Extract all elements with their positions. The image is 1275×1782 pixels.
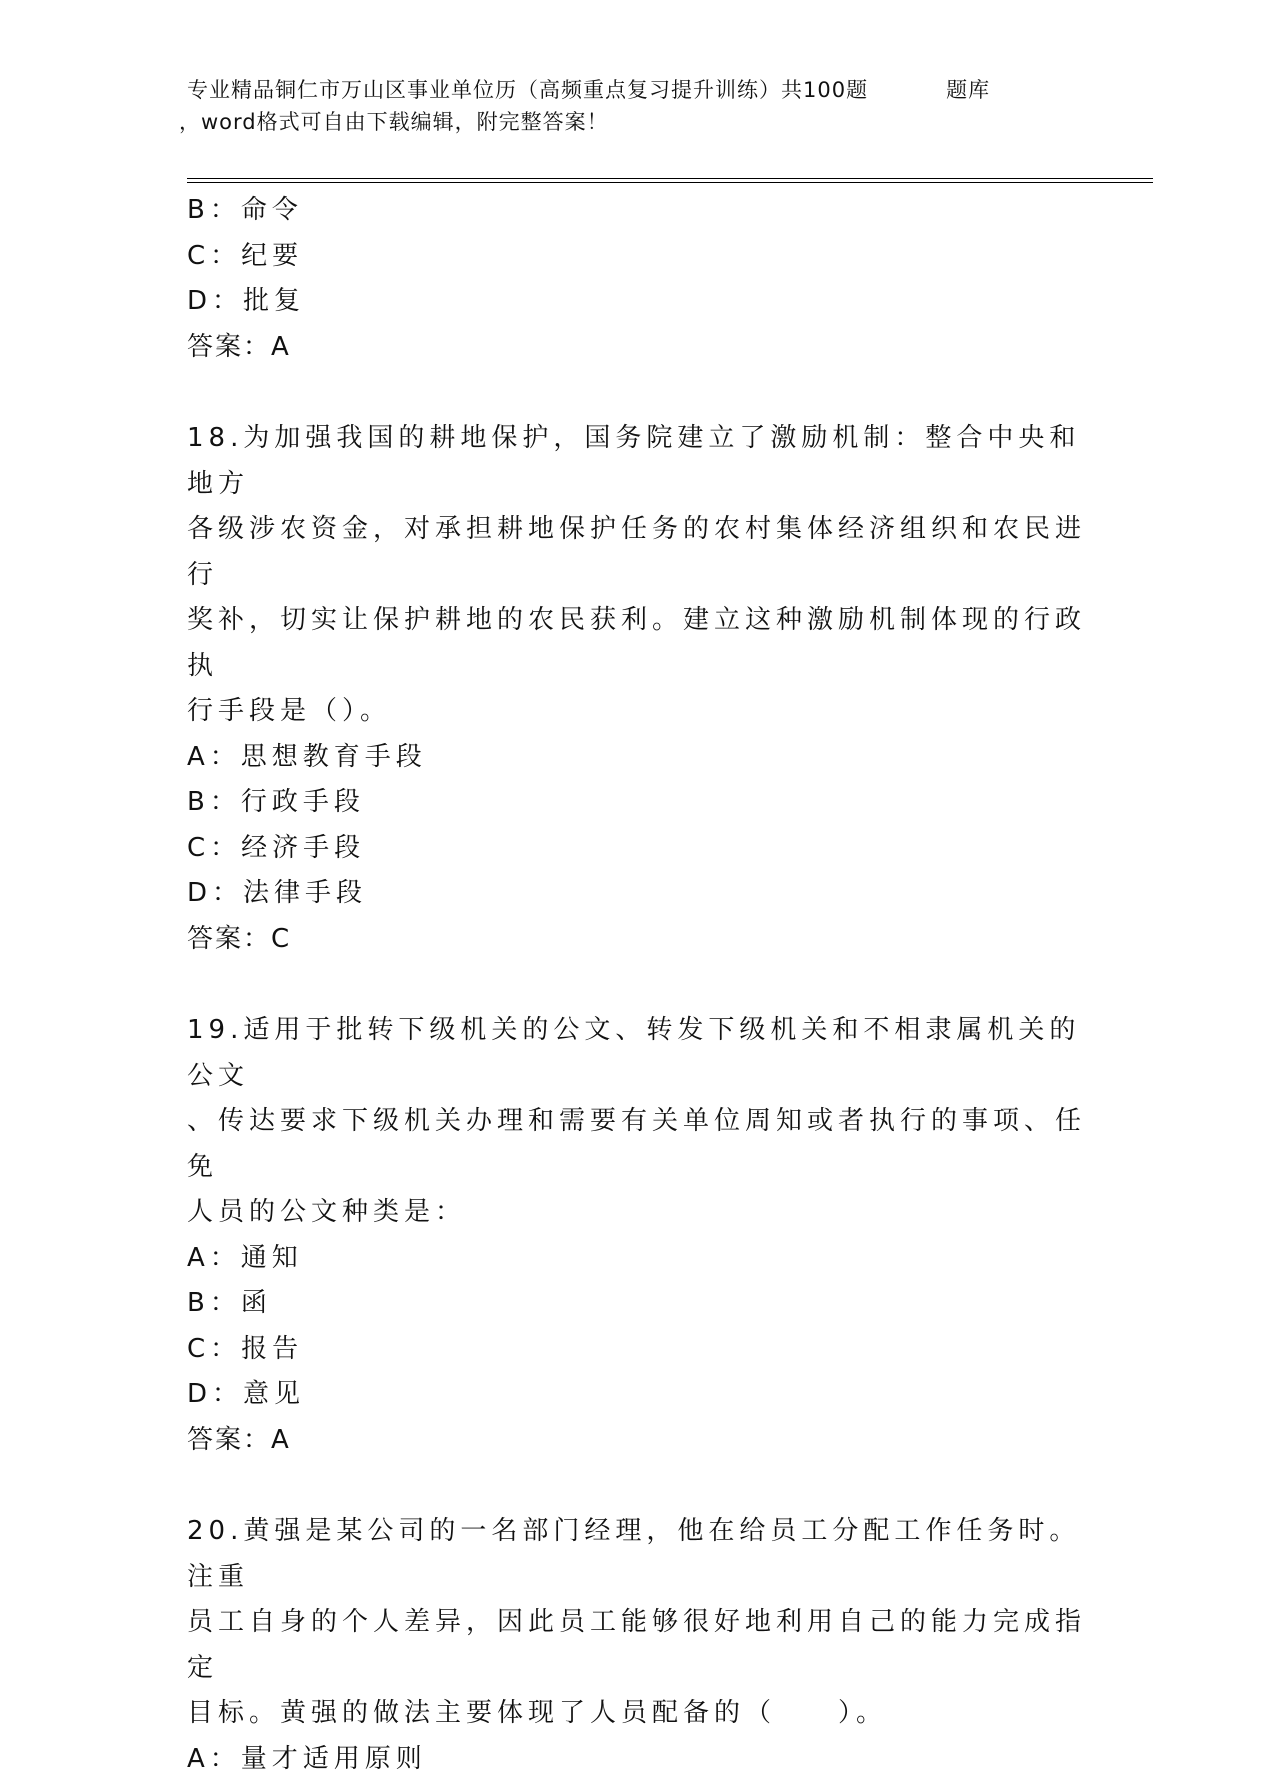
option-a: A：思想教育手段 [187, 735, 1087, 781]
question-text: 20.黄强是某公司的一名部门经理，他在给员工分配工作任务时。注重 员工自身的个人差异，因此员工能够很好地利用自己的能力完成指定 目标。黄强的做法主要体现了人员配备的（ ）。 [187, 1509, 1087, 1737]
spacer [187, 370, 1087, 416]
question-text: 18.为加强我国的耕地保护，国务院建立了激励机制：整合中央和地方 各级涉农资金，对承担耕地保护任务的农村集体经济组织和农民进行 奖补，切实让保护耕地的农民获利。建立这种激励机制体现的行政执 行手段是（）。 [187, 416, 1087, 735]
option-a: A：量才适用原则 [187, 1737, 1087, 1782]
question-17 [187, 188, 1087, 370]
header-divider [187, 178, 1153, 183]
option-b: B：命令 [187, 188, 1087, 234]
question-19 [187, 1008, 1087, 1463]
question-18 [187, 416, 1087, 962]
page-header [187, 74, 1147, 138]
option-d: D：意见 [187, 1372, 1087, 1418]
option-a: A：通知 [187, 1236, 1087, 1282]
spacer [187, 1463, 1087, 1509]
option-b: B：函 [187, 1281, 1087, 1327]
question-20 [187, 1509, 1087, 1782]
answer: 答案：C [187, 917, 1087, 963]
question-text: 19.适用于批转下级机关的公文、转发下级机关和不相隶属机关的公文 、传达要求下级机关办理和需要有关单位周知或者执行的事项、任免 人员的公文种类是： [187, 1008, 1087, 1236]
option-d: D：法律手段 [187, 871, 1087, 917]
document-subtitle: ，word格式可自由下载编辑，附完整答案！ [179, 106, 1147, 138]
option-c: C：报告 [187, 1327, 1087, 1373]
option-b: B：行政手段 [187, 780, 1087, 826]
answer: 答案：A [187, 1418, 1087, 1464]
option-d: D：批复 [187, 279, 1087, 325]
header-title-row [187, 74, 1147, 106]
option-c: C：经济手段 [187, 826, 1087, 872]
answer: 答案：A [187, 325, 1087, 371]
document-tag: 题库 [946, 74, 990, 106]
spacer [187, 962, 1087, 1008]
option-c: C：纪要 [187, 234, 1087, 280]
question-list [187, 188, 1087, 1782]
document-title: 专业精品铜仁市万山区事业单位历（高频重点复习提升训练）共100题 [187, 74, 868, 106]
